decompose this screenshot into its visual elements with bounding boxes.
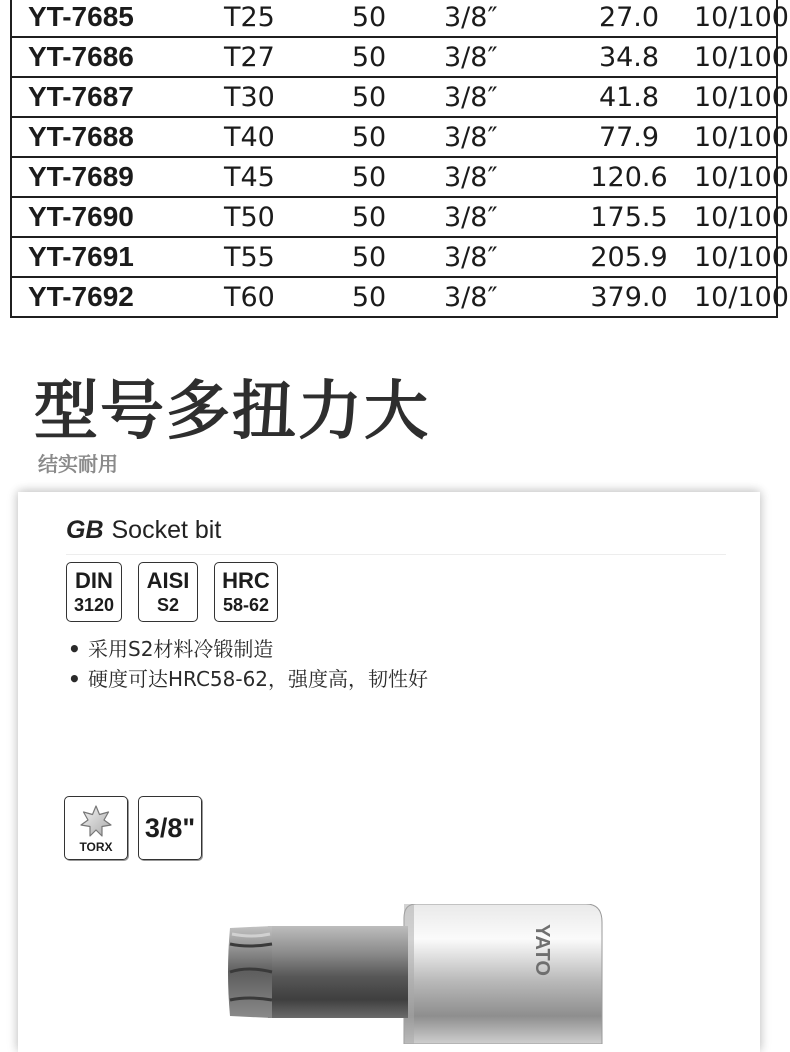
title-divider <box>66 554 726 555</box>
badge-line2: 58-62 <box>222 595 270 615</box>
pack-cell: 10/100 <box>694 117 777 157</box>
length-cell: 50 <box>334 197 404 237</box>
size-cell: T30 <box>208 77 334 117</box>
pack-cell: 10/100 <box>694 1 789 33</box>
torx-socket-bit-image <box>208 904 608 1044</box>
hrc-badge <box>214 562 278 622</box>
size-cell: T40 <box>208 117 334 157</box>
product-name: Socket bit <box>111 516 222 544</box>
torx-star-icon <box>78 803 114 839</box>
model-cell: YT-7686 <box>11 37 208 77</box>
table-row <box>11 37 777 77</box>
badge-line2: S2 <box>156 595 180 615</box>
torx-label: TORX <box>79 840 113 854</box>
pack-cell: 10/100 <box>694 237 777 277</box>
table-row <box>11 197 777 237</box>
badge-line1: DIN <box>75 568 113 593</box>
size-cell: T45 <box>208 157 334 197</box>
size-cell: T27 <box>208 37 334 77</box>
badge-line1: HRC <box>222 568 270 593</box>
drive-cell: 3/8″ <box>404 197 564 237</box>
size-cell: T60 <box>208 277 334 317</box>
weight-cell: 77.9 <box>564 117 694 157</box>
feature-text: 硬度可达HRC58-62，强度高，韧性好 <box>88 667 429 691</box>
pack-cell: 10/100 <box>694 157 777 197</box>
table-row <box>11 277 777 317</box>
badge-line2: 3120 <box>73 595 115 615</box>
pack-cell: 10/100 <box>694 77 777 117</box>
aisi-badge <box>138 562 198 622</box>
pack-cell: 10/100 <box>694 197 777 237</box>
pack-cell: 10/100 <box>694 37 777 77</box>
bullet-marker: • <box>68 637 81 661</box>
feature-list <box>68 634 428 694</box>
standard-prefix: GB <box>66 516 104 544</box>
weight-cell: 379.0 <box>564 277 694 317</box>
drive-cell: 3/8″ <box>404 237 564 277</box>
model-cell: YT-7685 <box>28 1 134 32</box>
drive-size-badge: 3/8" <box>138 796 202 860</box>
card-title <box>66 516 221 545</box>
weight-cell: 41.8 <box>564 77 694 117</box>
table-row <box>11 0 777 37</box>
weight-cell: 34.8 <box>564 37 694 77</box>
weight-cell: 27.0 <box>598 1 660 33</box>
subline: 结实耐用 <box>38 452 118 476</box>
drive-cell: 3/8″ <box>444 1 498 33</box>
weight-cell: 175.5 <box>564 197 694 237</box>
list-item <box>68 664 428 694</box>
pack-cell: 10/100 <box>694 277 777 317</box>
drive-cell: 3/8″ <box>404 157 564 197</box>
length-cell: 50 <box>334 277 404 317</box>
bullet-marker: • <box>68 667 81 691</box>
socket-engraving: YATO <box>531 924 553 976</box>
model-cell: YT-7687 <box>11 77 208 117</box>
product-card <box>18 492 760 1052</box>
headline: 型号多扭力大 <box>34 375 430 449</box>
drive-cell: 3/8″ <box>404 37 564 77</box>
drive-cell: 3/8″ <box>404 277 564 317</box>
model-cell: YT-7689 <box>11 157 208 197</box>
size-cell: T50 <box>208 197 334 237</box>
length-cell: 50 <box>334 237 404 277</box>
table-row <box>11 77 777 117</box>
size-cell: T25 <box>224 1 275 33</box>
model-cell: YT-7688 <box>11 117 208 157</box>
table-row <box>11 157 777 197</box>
weight-cell: 205.9 <box>564 237 694 277</box>
length-cell: 50 <box>334 37 404 77</box>
spec-table <box>10 0 789 318</box>
torx-badge <box>64 796 128 860</box>
length-cell: 50 <box>351 1 387 33</box>
drive-cell: 3/8″ <box>404 77 564 117</box>
badge-line1: AISI <box>146 568 190 593</box>
length-cell: 50 <box>334 117 404 157</box>
list-item <box>68 634 428 664</box>
feature-text: 采用S2材料冷锻制造 <box>88 637 274 661</box>
model-cell: YT-7692 <box>11 277 208 317</box>
drive-cell: 3/8″ <box>404 117 564 157</box>
table-row <box>11 117 777 157</box>
model-cell: YT-7691 <box>11 237 208 277</box>
length-cell: 50 <box>334 157 404 197</box>
model-cell: YT-7690 <box>11 197 208 237</box>
weight-cell: 120.6 <box>564 157 694 197</box>
length-cell: 50 <box>334 77 404 117</box>
size-cell: T55 <box>208 237 334 277</box>
din-badge <box>66 562 122 622</box>
spec-table-body <box>11 0 789 317</box>
table-row <box>11 237 777 277</box>
